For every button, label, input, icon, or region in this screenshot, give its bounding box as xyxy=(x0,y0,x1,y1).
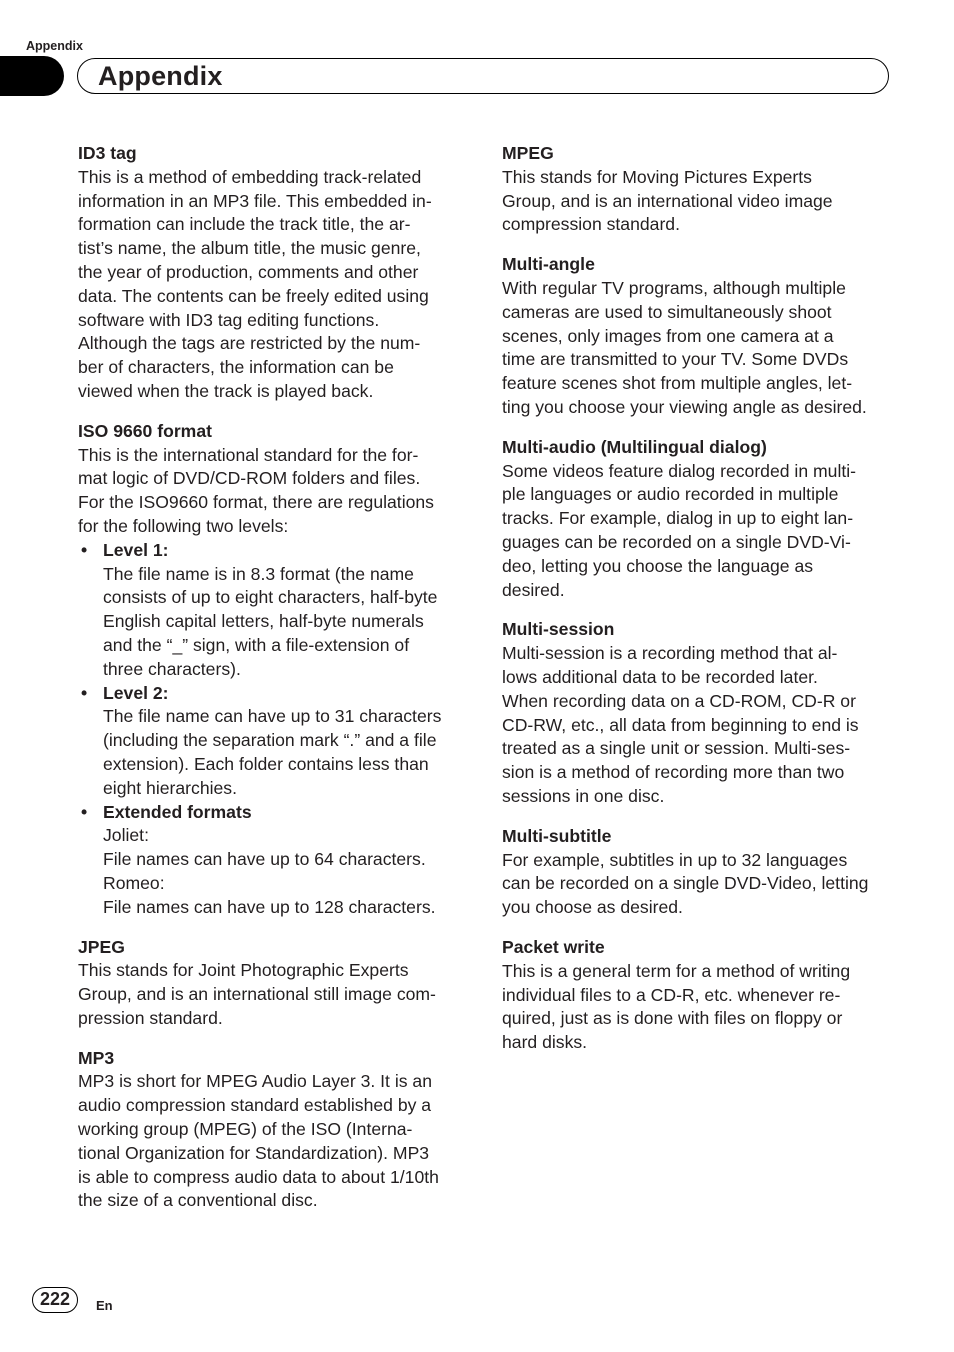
entry-packet-write xyxy=(502,936,894,1055)
bullet-extended-formats xyxy=(78,801,466,920)
entry-multi-audio xyxy=(502,436,894,603)
text-line: ting you choose your viewing angle as desired. xyxy=(502,396,867,417)
right-column xyxy=(502,142,894,1071)
text-line: guages can be recorded on a single DVD-Vi- xyxy=(502,531,851,552)
term-heading: Multi-audio (Multilingual dialog) xyxy=(502,436,767,457)
bullet-dot-icon: • xyxy=(81,801,88,822)
definition xyxy=(502,166,894,237)
text-line: mat logic of DVD/CD-ROM folders and files. xyxy=(78,468,421,489)
text-line: desired. xyxy=(502,579,565,600)
text-line: For example, subtitles in up to 32 languages xyxy=(502,849,848,870)
text-line: software with ID3 tag editing functions. xyxy=(78,309,380,330)
term-heading: ISO 9660 format xyxy=(78,420,212,441)
text-line: This stands for Joint Photographic Experts xyxy=(78,960,409,981)
entry-multi-angle xyxy=(502,253,894,420)
text-line: Some videos feature dialog recorded in multi- xyxy=(502,460,857,481)
text-line: Group, and is an international still image com- xyxy=(78,984,436,1005)
page-number: 222 xyxy=(32,1287,78,1313)
bullet-dot-icon: • xyxy=(81,539,88,560)
entry-mp3 xyxy=(78,1047,466,1214)
entry-multi-session xyxy=(502,618,894,808)
text-line: individual files to a CD-R, etc. whenever re- xyxy=(502,984,841,1005)
text-line: can be recorded on a single DVD-Video, letting xyxy=(502,873,869,894)
term-heading: MP3 xyxy=(78,1047,115,1068)
section-tab-marker xyxy=(0,56,64,96)
text-line: quired, just as is done with files on floppy or xyxy=(502,1008,843,1029)
term-heading: Multi-subtitle xyxy=(502,825,612,846)
text-line: extension). Each folder contains less than xyxy=(103,753,429,774)
bullet-level-1 xyxy=(78,539,466,682)
text-line: Romeo: xyxy=(103,872,165,893)
text-line: This is a general term for a method of writing xyxy=(502,960,851,981)
entry-iso-9660-format xyxy=(78,420,466,920)
bullet-dot-icon: • xyxy=(81,682,88,703)
definition xyxy=(502,960,894,1055)
text-line: Although the tags are restricted by the num- xyxy=(78,333,421,354)
running-head: Appendix xyxy=(26,39,83,53)
definition xyxy=(502,642,894,809)
definition xyxy=(78,1070,466,1213)
left-column xyxy=(78,142,466,1229)
text-line: formation can include the track title, the ar- xyxy=(78,214,411,235)
text-line: compression standard. xyxy=(502,214,680,235)
text-line: This stands for Moving Pictures Experts xyxy=(502,166,812,187)
page-title: Appendix xyxy=(98,61,223,91)
text-line: lows additional data to be recorded later. xyxy=(502,666,818,687)
text-line: sion is a method of recording more than two xyxy=(502,762,845,783)
text-line: treated as a single unit or session. Multi-ses- xyxy=(502,738,851,759)
text-line: This is the international standard for the for- xyxy=(78,444,419,465)
bullet-level-2 xyxy=(78,682,466,801)
text-line: tracks. For example, dialog in up to eight lan- xyxy=(502,508,854,529)
text-line: ber of characters, the information can be xyxy=(78,357,394,378)
text-line: and the “_” sign, with a file-extension of xyxy=(103,634,410,655)
text-line: When recording data on a CD-ROM, CD-R or xyxy=(502,690,856,711)
definition xyxy=(78,444,466,539)
term-heading: Multi-angle xyxy=(502,254,595,275)
text-line: CD-RW, etc., all data from beginning to end is xyxy=(502,714,859,735)
text-line: for the following two levels: xyxy=(78,515,289,536)
term-heading: JPEG xyxy=(78,936,125,957)
text-line: With regular TV programs, although multiple xyxy=(502,277,846,298)
title-bar xyxy=(77,58,889,94)
text-line: audio compression standard established by a xyxy=(78,1095,432,1116)
text-line: consists of up to eight characters, half-byte xyxy=(103,587,438,608)
text-line: you choose as desired. xyxy=(502,897,683,918)
entry-id3-tag xyxy=(78,142,466,404)
text-line: (including the separation mark “.” and a file xyxy=(103,730,437,751)
text-line: tional Organization for Standardization). MP3 xyxy=(78,1142,430,1163)
text-line: Multi-session is a recording method that al- xyxy=(502,643,838,664)
text-line: Joliet: xyxy=(103,825,149,846)
bullet-label: Extended formats xyxy=(103,801,252,822)
bullet-label: Level 1: xyxy=(103,539,169,560)
text-line: ple languages or audio recorded in multiple xyxy=(502,484,839,505)
text-line: deo, letting you choose the language as xyxy=(502,555,814,576)
term-heading: ID3 tag xyxy=(78,143,137,163)
text-line: For the ISO9660 format, there are regulations xyxy=(78,492,434,513)
text-line: three characters). xyxy=(103,658,241,679)
entry-jpeg xyxy=(78,936,466,1031)
term-heading: Multi-session xyxy=(502,619,615,640)
definition xyxy=(78,959,466,1030)
bullet-label: Level 2: xyxy=(103,682,169,703)
text-line: the year of production, comments and other xyxy=(78,261,419,282)
definition xyxy=(502,849,894,920)
text-line: hard disks. xyxy=(502,1032,588,1053)
text-line: English capital letters, half-byte numerals xyxy=(103,611,424,632)
text-line: scenes, only images from one camera at a xyxy=(502,325,834,346)
text-line: tist’s name, the album title, the music genre, xyxy=(78,238,421,259)
text-line: File names can have up to 128 characters. xyxy=(103,896,436,917)
text-line: information in an MP3 file. This embedded in- xyxy=(78,190,432,211)
text-line: eight hierarchies. xyxy=(103,777,237,798)
text-line: MP3 is short for MPEG Audio Layer 3. It is an xyxy=(78,1071,432,1092)
language-code: En xyxy=(96,1298,113,1313)
term-heading: MPEG xyxy=(502,143,554,163)
entry-mpeg xyxy=(502,142,894,237)
definition xyxy=(78,166,466,404)
term-heading: Packet write xyxy=(502,936,605,957)
text-line: cameras are used to simultaneously shoot xyxy=(502,301,832,322)
text-line: feature scenes shot from multiple angles, let- xyxy=(502,373,853,394)
text-line: pression standard. xyxy=(78,1007,223,1028)
definition xyxy=(502,460,894,603)
definition xyxy=(502,277,894,420)
text-line: This is a method of embedding track-related xyxy=(78,166,422,187)
text-line: File names can have up to 64 characters. xyxy=(103,849,426,870)
text-line: The file name can have up to 31 characters xyxy=(103,706,442,727)
text-line: time are transmitted to your TV. Some DVDs xyxy=(502,349,849,370)
text-line: viewed when the track is played back. xyxy=(78,380,374,401)
text-line: the size of a conventional disc. xyxy=(78,1190,318,1211)
text-line: sessions in one disc. xyxy=(502,785,665,806)
entry-multi-subtitle xyxy=(502,825,894,920)
text-line: working group (MPEG) of the ISO (Interna- xyxy=(78,1119,413,1140)
text-line: is able to compress audio data to about 1/10th xyxy=(78,1166,439,1187)
text-line: data. The contents can be freely edited using xyxy=(78,285,429,306)
text-line: Group, and is an international video image xyxy=(502,190,833,211)
text-line: The file name is in 8.3 format (the name xyxy=(103,563,414,584)
